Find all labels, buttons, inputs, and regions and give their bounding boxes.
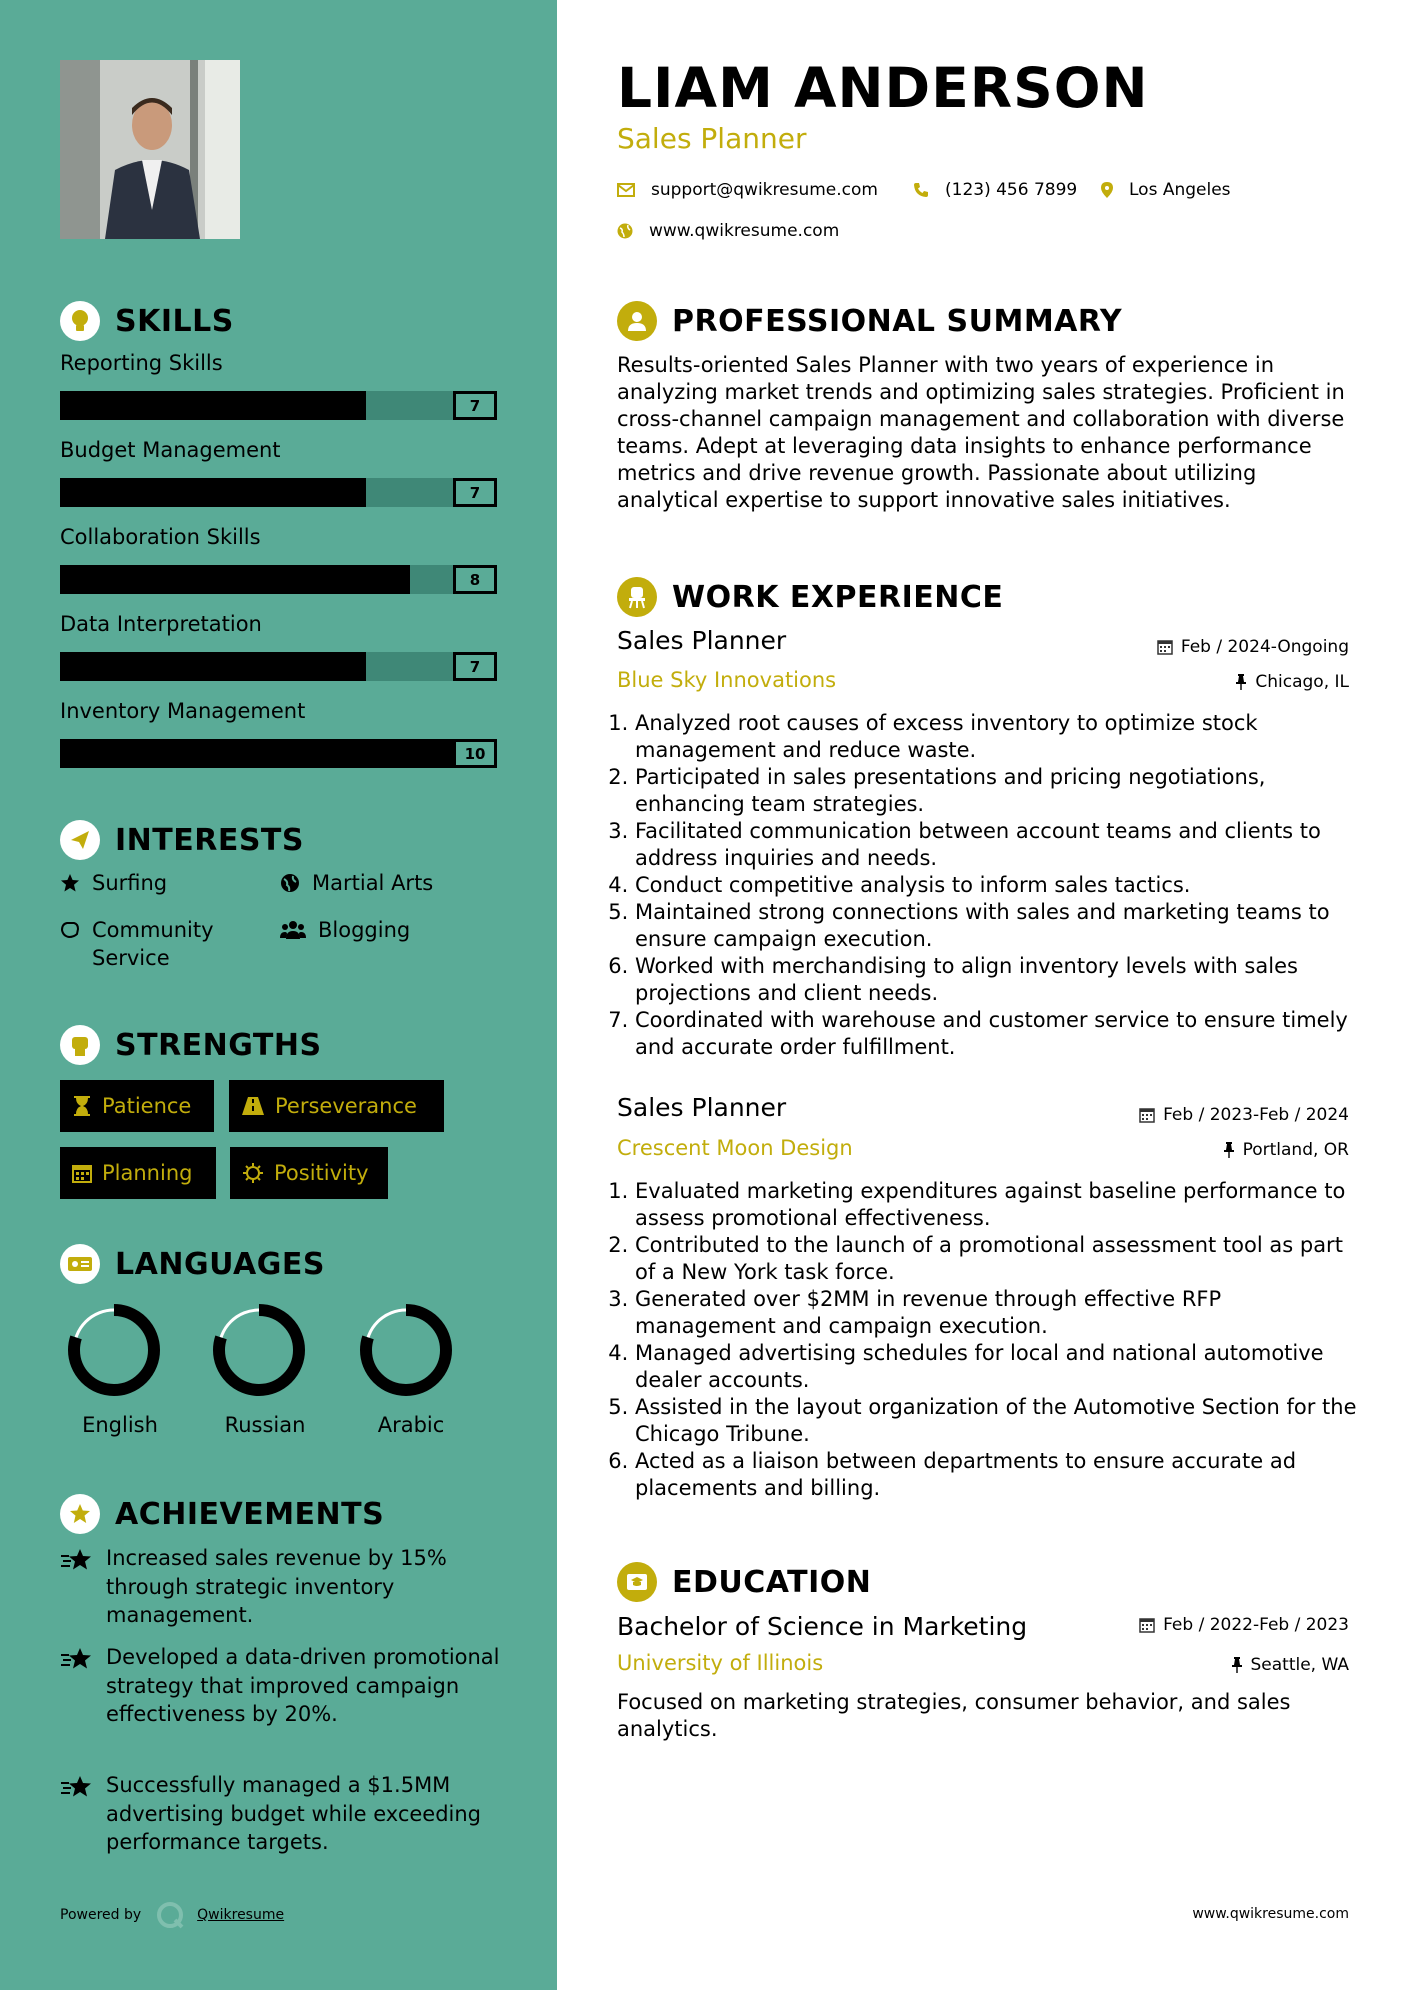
skill-bar	[60, 565, 497, 594]
job-company: Blue Sky Innovations	[617, 668, 837, 692]
language-ring	[346, 1290, 466, 1414]
job-location-text: Portland, OR	[1242, 1140, 1349, 1160]
strength-label: Perseverance	[275, 1094, 417, 1118]
experience-header	[617, 577, 1003, 617]
achievement-text: Developed a data-driven promotional strategy that improved campaign effectiveness by 20%.	[106, 1645, 500, 1726]
summary-text: Results-oriented Sales Planner with two years of experience in analyzing market trends and optimizing sales strategies. Proficient in cross-channel campaign management and collaboration with diverse teams. Adept at leveraging data insights to enhance performance metrics and drive revenue growth. Passionate about utilizing analytical expertise to support innovative sales initiatives.	[617, 353, 1345, 512]
interests-header	[60, 820, 304, 860]
list-item: 6. Worked with merchandising to align inventory levels with sales projections and client needs.	[635, 953, 1357, 1007]
list-item: 2. Participated in sales presentations and pricing negotiations, enhancing team strategies.	[635, 764, 1357, 818]
candidate-name: LIAM ANDERSON	[617, 56, 1149, 120]
envelope-icon	[617, 183, 635, 197]
id-card-icon	[60, 1244, 100, 1284]
skill-bar	[60, 739, 497, 768]
interest-label: Community Service	[92, 918, 214, 970]
contact-website	[617, 221, 839, 241]
graduation-icon	[617, 1562, 657, 1602]
job-responsibilities	[617, 710, 1357, 1061]
skill-name: Data Interpretation	[60, 612, 262, 636]
pin-icon	[1223, 1142, 1235, 1158]
language-label: English	[82, 1413, 158, 1437]
interest-item	[280, 916, 410, 944]
interest-item	[60, 916, 250, 972]
email-text: support@qwikresume.com	[651, 180, 878, 200]
job-date	[1139, 1105, 1349, 1125]
skill-level: 7	[453, 478, 497, 507]
achievement-item	[60, 1771, 500, 1857]
job-title: Sales Planner	[617, 626, 787, 655]
interest-label: Surfing	[92, 871, 168, 895]
chair-icon	[617, 577, 657, 617]
skill-level: 8	[453, 565, 497, 594]
degree-title: Bachelor of Science in Marketing	[617, 1612, 1028, 1641]
job-responsibilities	[617, 1178, 1357, 1502]
interest-item	[60, 869, 167, 897]
powered-by	[60, 1900, 284, 1930]
fist-icon	[60, 1025, 100, 1065]
skill-level: 10	[453, 739, 497, 768]
list-item: 7. Coordinated with warehouse and customer service to ensure timely and accurate order fulfillment.	[635, 1007, 1357, 1061]
job-date-text: Feb / 2023-Feb / 2024	[1163, 1105, 1349, 1125]
skills-header	[60, 301, 234, 341]
star-icon	[60, 873, 80, 893]
interest-label: Blogging	[318, 918, 411, 942]
skill-level: 7	[453, 652, 497, 681]
language-label: Arabic	[377, 1413, 445, 1437]
strength-badge	[230, 1147, 388, 1199]
languages-title: LANGUAGES	[115, 1246, 325, 1282]
qwikresume-link[interactable]: Qwikresume	[197, 1907, 285, 1923]
skill-name: Inventory Management	[60, 699, 306, 723]
summary-title: PROFESSIONAL SUMMARY	[672, 303, 1123, 339]
contact-location	[1101, 180, 1231, 200]
education-location	[1231, 1655, 1350, 1675]
strength-label: Planning	[102, 1161, 193, 1185]
list-item: 6. Acted as a liaison between departments to ensure accurate ad placements and billing.	[635, 1448, 1357, 1502]
hand-icon	[60, 920, 80, 940]
skill-bar-fill	[60, 391, 366, 420]
list-item: 3. Facilitated communication between account teams and clients to address inquiries and needs.	[635, 818, 1357, 872]
job-location-text: Chicago, IL	[1255, 672, 1349, 692]
language-ring	[54, 1290, 174, 1414]
skill-bar	[60, 478, 497, 507]
users-icon	[280, 920, 306, 940]
skills-title: SKILLS	[115, 303, 234, 339]
education-description: Focused on marketing strategies, consumer behavior, and sales analytics.	[617, 1690, 1291, 1741]
location-text: Los Angeles	[1129, 180, 1231, 200]
calendar-icon	[72, 1163, 92, 1183]
user-icon	[617, 301, 657, 341]
interest-item	[280, 869, 433, 897]
contact-phone	[913, 180, 1077, 200]
achievement-text: Successfully managed a $1.5MM advertising budget while exceeding performance targets.	[106, 1773, 482, 1854]
achievements-header	[60, 1494, 384, 1534]
skill-bar-fill	[60, 652, 366, 681]
star-icon	[60, 1647, 94, 1671]
strength-badge	[60, 1080, 214, 1132]
skill-bar-fill	[60, 739, 497, 768]
calendar-icon	[1139, 1617, 1155, 1633]
interests-title: INTERESTS	[115, 822, 304, 858]
interest-label: Martial Arts	[312, 871, 434, 895]
star-icon	[60, 1775, 94, 1799]
job-company: Crescent Moon Design	[617, 1136, 853, 1160]
education-date	[1139, 1615, 1349, 1635]
education-location-text: Seattle, WA	[1250, 1655, 1349, 1675]
strengths-title: STRENGTHS	[115, 1027, 322, 1063]
language-ring	[199, 1290, 319, 1414]
star-badge-icon	[60, 1494, 100, 1534]
sun-icon	[242, 1162, 264, 1184]
pin-icon	[1231, 1657, 1243, 1673]
list-item: 2. Contributed to the launch of a promotional assessment tool as part of a New York task force.	[635, 1232, 1357, 1286]
road-icon	[241, 1096, 265, 1116]
skill-bar-fill	[60, 478, 366, 507]
footer-url: www.qwikresume.com	[1192, 1906, 1349, 1922]
globe-icon	[617, 223, 633, 239]
achievement-item	[60, 1544, 500, 1630]
job-date	[1157, 637, 1349, 657]
calendar-icon	[1157, 639, 1173, 655]
sidebar	[0, 0, 557, 1990]
skill-name: Budget Management	[60, 438, 281, 462]
lightbulb-icon	[60, 301, 100, 341]
education-header	[617, 1562, 871, 1602]
skill-bar-fill	[60, 565, 410, 594]
candidate-title: Sales Planner	[617, 122, 807, 155]
skill-bar	[60, 391, 497, 420]
list-item: 5. Maintained strong connections with sales and marketing teams to ensure campaign execution.	[635, 899, 1357, 953]
education-title: EDUCATION	[672, 1564, 872, 1600]
strength-badge	[60, 1147, 216, 1199]
achievement-text: Increased sales revenue by 15% through strategic inventory management.	[106, 1546, 447, 1627]
pin-icon	[1235, 674, 1247, 690]
star-icon	[60, 1548, 94, 1572]
strengths-header	[60, 1025, 322, 1065]
list-item: 1. Evaluated marketing expenditures against baseline performance to assess promotional effectiveness.	[635, 1178, 1357, 1232]
strength-label: Patience	[102, 1094, 192, 1118]
summary-header	[617, 301, 1122, 341]
experience-title: WORK EXPERIENCE	[672, 579, 1004, 615]
globe-icon	[280, 873, 300, 893]
main-content	[557, 0, 1407, 1990]
map-pin-icon	[1101, 182, 1113, 198]
profile-photo	[60, 60, 240, 239]
contact-email	[617, 180, 878, 200]
phone-icon	[913, 182, 929, 198]
skill-name: Collaboration Skills	[60, 525, 261, 549]
list-item: 4. Managed advertising schedules for local and national automotive dealer accounts.	[635, 1340, 1357, 1394]
languages-header	[60, 1244, 325, 1284]
paper-plane-icon	[60, 820, 100, 860]
skill-bar	[60, 652, 497, 681]
skill-level: 7	[453, 391, 497, 420]
calendar-icon	[1139, 1107, 1155, 1123]
education-date-text: Feb / 2022-Feb / 2023	[1163, 1615, 1349, 1635]
website-text: www.qwikresume.com	[649, 221, 840, 241]
achievement-item	[60, 1643, 500, 1729]
qwikresume-logo-icon	[155, 1900, 185, 1930]
hourglass-icon	[72, 1095, 92, 1117]
list-item: 4. Conduct competitive analysis to inform sales tactics.	[635, 872, 1357, 899]
job-location	[1223, 1140, 1349, 1160]
job-title: Sales Planner	[617, 1093, 787, 1122]
job-date-text: Feb / 2024-Ongoing	[1180, 637, 1349, 657]
language-label: Russian	[224, 1413, 306, 1437]
list-item: 5. Assisted in the layout organization of the Automotive Section for the Chicago Tribune.	[635, 1394, 1357, 1448]
powered-by-label: Powered by	[60, 1907, 142, 1923]
school-name: University of Illinois	[617, 1651, 824, 1675]
strength-badge	[229, 1080, 444, 1132]
list-item: 1. Analyzed root causes of excess inventory to optimize stock management and reduce waste.	[635, 710, 1357, 764]
list-item: 3. Generated over $2MM in revenue through effective RFP management and campaign execution.	[635, 1286, 1357, 1340]
achievements-title: ACHIEVEMENTS	[115, 1496, 385, 1532]
strength-label: Positivity	[274, 1161, 369, 1185]
skill-name: Reporting Skills	[60, 351, 223, 375]
phone-text: (123) 456 7899	[945, 180, 1078, 200]
job-location	[1235, 672, 1349, 692]
